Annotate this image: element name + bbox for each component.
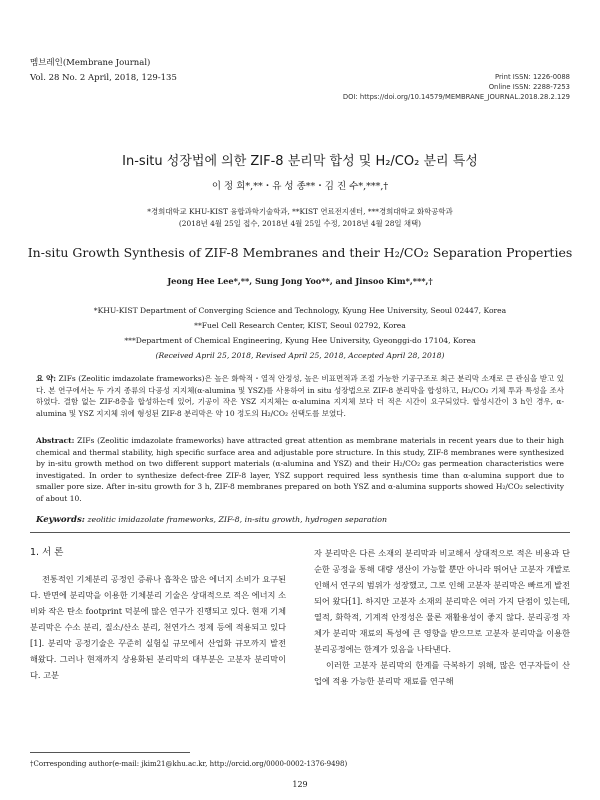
authors-english: Jeong Hee Lee*,**, Sung Jong Yoo**, and Jinsoo Kim*,***,†	[167, 276, 433, 286]
affiliations-english	[0, 303, 600, 363]
affil-en-line1: *KHU-KIST Department of Converging Science and Technology, Kyung Hee University, Seoul 02447, Korea	[93, 306, 507, 315]
section-heading: 1. 서 론	[30, 547, 64, 558]
body-column-right	[314, 545, 570, 689]
keywords	[36, 515, 564, 525]
affil-ko-line2: (2018년 4월 25일 접수, 2018년 4월 25일 수정, 2018년 4월 28일 채택)	[178, 219, 422, 228]
journal-header	[30, 56, 177, 86]
section-divider	[30, 532, 570, 533]
abstract-english	[36, 435, 564, 504]
abstract-korean	[36, 373, 564, 419]
body-paragraph: 자 분리막은 다른 소재의 분리막과 비교해서 상대적으로 적은 비용과 단순한 공정을 통해 대량 생산이 가능할 뿐만 아니라 뛰어난 고분자 개발로 인해서 연구의 범위가 성장했고, 그로 인해 고분자 분리막은 빠르게 발전되어 왔다[1]. 하지만 고분자 소재의 분리막은 여러 가지 단점이 있는데, 열적, 화학적, 기계적 안정성은 물론 재활용성이 좋지 않다. 분리공정 자체가 분리막 재료의 특성에 큰 영향을 받으므로 고분자 분리막을 이용한 분리공정에는 한계가 있음을 나타낸다.	[314, 548, 570, 654]
affil-en-line3: ***Department of Chemical Engineering, Kyung Hee University, Gyeonggi-do 17104, Korea	[124, 336, 476, 345]
footnote: †Corresponding author(e-mail: jkim21@khu.ac.kr, http://orcid.org/0000-0002-1376-9498)	[30, 760, 348, 768]
received-dates: (Received April 25, 2018, Revised April 25, 2018, Accepted April 28, 2018)	[155, 351, 445, 360]
doi-link[interactable]: DOI: https://doi.org/10.14579/MEMBRANE_JOURNAL.2018.28.2.129	[342, 93, 570, 101]
title-english: In-situ Growth Synthesis of ZIF-8 Membranes and their H₂/CO₂ Separation Properties	[27, 245, 573, 260]
affil-ko-line1: *경희대학교 KHU-KIST 융합과학기술학과, **KIST 연료전지센터, ***경희대학교 화학공학과	[147, 207, 453, 216]
abstract-en-text: ZIFs (Zeolitic imdazolate frameworks) have attracted great attention as membrane materials in recent years due to their high chemical and thermal stability, high specific surface area and adjustable pore structure. In this study, ZIF-8 membranes were synthesized by in-situ growth method on two different support materials (α-alumina and YSZ) and their H₂/CO₂ gas permeation characteristics were investigated. In order to synthesize defect-free ZIF-8 layer, YSZ support required less synthesis time than α-alumina support due to smaller pore size. After in-situ growth for 3 h, ZIF-8 membranes prepared on both YSZ and α-alumina supports showed H₂/CO₂ selectivity of about 10.	[36, 436, 564, 503]
footnote-divider	[30, 752, 190, 753]
body-paragraph: 전통적인 기체분리 공정인 증류나 흡착은 많은 에너지 소비가 요구된다. 반면에 분리막을 이용한 기체분리 기술은 상대적으로 적은 에너지 소비와 작은 탄소 footprint 덕분에 많은 연구가 진행되고 있다. 현재 기체 분리막은 수소 분리, 질소/산소 분리, 천연가스 정제 등에 적용되고 있다[1]. 분리막 공정기술은 꾸준히 실험실 규모에서 산업화 규모까지 발전해왔다. 그러나 현재까지 상용화된 분리막의 대부분은 고분자 분리막이다. 고분	[30, 574, 286, 680]
page-number: 129	[292, 780, 308, 789]
print-issn: Print ISSN: 1226-0088	[494, 73, 570, 81]
authors-korean: 이 정 희*,**・유 성 종**・김 진 수*,***,†	[211, 181, 389, 192]
keywords-text: zeolitic imidazolate frameworks, ZIF-8, in-situ growth, hydrogen separation	[87, 515, 387, 524]
abstract-ko-text: ZIFs (Zeolitic imdazolate frameworks)은 높은 화학적・열적 안정성, 높은 비표면적과 조절 가능한 기공구조로 최근 분리막 소재로 큰 관심을 받고 있다. 본 연구에서는 두 가지 종류의 다공성 지지체(α-alumina 및 YSZ)를 사용하여 in situ 성장법으로 ZIF-8 분리막을 합성하고, H₂/CO₂ 기체 투과 특성을 조사하였다. 결함 없는 ZIF-8층을 합성하는데 있어, 기공이 작은 YSZ 지지체는 α-alumina 지지체 보다 더 적은 시간이 요구되었다. 합성시간이 3 h인 경우, α-alumina 및 YSZ 지지체 위에 형성된 ZIF-8 분리막은 약 10 정도의 H₂/CO₂ 선택도를 보였다.	[36, 374, 564, 418]
abstract-ko-lead: 요 약:	[36, 374, 57, 383]
body-column-left	[30, 545, 286, 683]
affiliations-korean	[0, 206, 600, 230]
journal-name: 멤브레인(Membrane Journal)	[30, 58, 151, 68]
issn-block	[343, 72, 570, 102]
title-korean: In-situ 성장법에 의한 ZIF-8 분리막 합성 및 H₂/CO₂ 분리 특성	[122, 154, 478, 169]
body-paragraph: 이러한 고분자 분리막의 한계를 극복하기 위해, 많은 연구자들이 산업에 적용 가능한 분리막 재료를 연구해	[314, 660, 570, 686]
volume-line: Vol. 28 No. 2 April, 2018, 129-135	[30, 73, 177, 83]
keywords-lead: Keywords:	[36, 515, 85, 525]
abstract-en-lead: Abstract:	[36, 436, 75, 445]
affil-en-line2: **Fuel Cell Research Center, KIST, Seoul 02792, Korea	[194, 321, 406, 330]
online-issn: Online ISSN: 2288-7253	[488, 83, 570, 91]
